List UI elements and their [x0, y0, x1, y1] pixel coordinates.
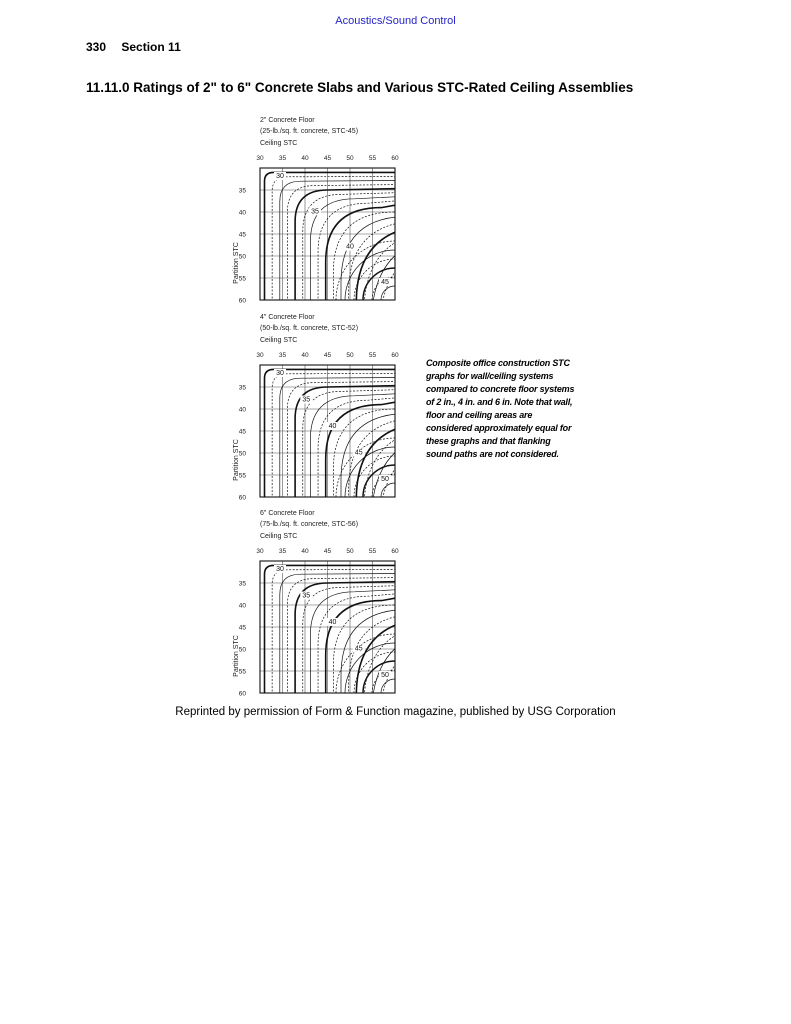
- floor-label: 2" Concrete Floor: [260, 117, 315, 124]
- contour-line: [265, 565, 398, 695]
- y-tick-label: 35: [238, 580, 246, 588]
- y-tick-label: 45: [238, 624, 246, 632]
- y-axis-label: Partition STC: [233, 242, 240, 284]
- floor-spec: (25-lb./sq. ft. concrete, STC-45): [260, 128, 359, 135]
- contour-label: 35: [311, 208, 319, 216]
- running-header: Acoustics/Sound Control: [335, 15, 456, 27]
- stc-charts-svg: [222, 112, 412, 700]
- chart-panel-2: [233, 314, 412, 530]
- contour-line: [272, 373, 397, 499]
- y-axis-label: Partition STC: [233, 439, 240, 481]
- contour-line: [272, 569, 397, 695]
- y-tick-label: 60: [238, 690, 246, 698]
- x-tick-label: 35: [278, 155, 287, 162]
- chart-panel-1: [233, 117, 412, 333]
- section-title: 11.11.0 Ratings of 2" to 6" Concrete Slabs and Various STC-Rated Ceiling Assemblies: [86, 80, 634, 95]
- contour-label: 50: [381, 672, 389, 679]
- y-tick-label: 50: [238, 450, 246, 458]
- x-tick-label: 45: [323, 548, 332, 555]
- y-tick-label: 60: [238, 494, 246, 502]
- y-tick-label: 55: [238, 668, 246, 676]
- plot-area: [260, 168, 412, 333]
- x-axis-label: Ceiling STC: [260, 337, 298, 344]
- contour-label: 30: [276, 566, 284, 573]
- credit-line: Reprinted by permission of Form & Function magazine, published by USG Corporation: [175, 706, 616, 718]
- contour-label: 40: [328, 619, 337, 626]
- section-label: Section 11: [121, 40, 181, 54]
- plot-area: [260, 365, 412, 530]
- contour-label: 30: [276, 173, 284, 180]
- stc-figure: [222, 112, 412, 700]
- y-tick-label: 35: [238, 384, 246, 392]
- x-axis-label: Ceiling STC: [260, 140, 298, 147]
- x-tick-label: 35: [278, 548, 287, 555]
- contour-label: 40: [346, 243, 354, 251]
- contour-arc: [381, 286, 395, 300]
- x-tick-label: 60: [391, 155, 399, 162]
- x-tick-label: 45: [323, 155, 332, 162]
- y-tick-label: 45: [238, 231, 246, 239]
- floor-label: 4" Concrete Floor: [260, 314, 315, 321]
- contour-line: [265, 172, 398, 302]
- contour-arc: [381, 483, 395, 497]
- contour-line: [349, 217, 412, 302]
- x-tick-label: 40: [301, 155, 309, 162]
- x-tick-label: 50: [346, 155, 354, 162]
- y-tick-label: 50: [238, 646, 246, 654]
- side-caption: Composite office construction STC graphs for wall/ceiling systems compared to concrete floor systems of 2 in., 4 in. and 6 in. Note that wall, floor and ceiling areas are considered approximately equal for these graphs and that flanking sound paths are not considered.: [426, 358, 575, 459]
- contour-line: [265, 369, 398, 499]
- x-axis-label: Ceiling STC: [260, 533, 298, 540]
- x-tick-label: 55: [368, 155, 377, 162]
- contour-line: [364, 618, 412, 700]
- y-tick-label: 40: [238, 406, 246, 414]
- x-tick-label: 35: [278, 352, 287, 359]
- x-tick-label: 45: [323, 352, 332, 359]
- x-tick-label: 50: [346, 548, 354, 555]
- contour-label: 40: [328, 423, 337, 430]
- x-tick-label: 60: [391, 548, 399, 555]
- contour-label: 35: [302, 592, 311, 600]
- x-tick-label: 30: [256, 155, 264, 162]
- y-tick-label: 35: [238, 187, 246, 195]
- contour-arc: [381, 679, 395, 693]
- x-tick-label: 55: [368, 548, 377, 555]
- y-tick-label: 40: [238, 602, 246, 610]
- contour-label: 50: [381, 476, 389, 483]
- contour-label: 30: [276, 370, 284, 377]
- x-tick-label: 60: [391, 352, 399, 359]
- contour-label: 45: [354, 645, 363, 653]
- plot-area: [260, 561, 412, 700]
- x-tick-label: 40: [301, 548, 309, 555]
- floor-spec: (50-lb./sq. ft. concrete, STC-52): [260, 325, 359, 332]
- contour-line: [272, 176, 397, 302]
- floor-label: 6" Concrete Floor: [260, 510, 315, 517]
- contour-label: 35: [302, 396, 311, 404]
- contour-label: 45: [354, 449, 363, 457]
- x-tick-label: 55: [368, 352, 377, 359]
- contour-line: [326, 205, 397, 302]
- page-number: 330: [86, 40, 107, 54]
- y-tick-label: 40: [238, 209, 246, 217]
- floor-spec: (75-lb./sq. ft. concrete, STC-56): [260, 521, 359, 528]
- y-tick-label: 45: [238, 428, 246, 436]
- contour-label: 45: [381, 279, 389, 286]
- x-tick-label: 30: [256, 352, 264, 359]
- y-tick-label: 55: [238, 472, 246, 480]
- x-tick-label: 30: [256, 548, 264, 555]
- x-tick-label: 40: [301, 352, 309, 359]
- chart-panel-3: [233, 510, 412, 700]
- page-header: [86, 40, 181, 54]
- y-tick-label: 50: [238, 253, 246, 261]
- y-tick-label: 55: [238, 275, 246, 283]
- y-axis-label: Partition STC: [233, 635, 240, 677]
- x-tick-label: 50: [346, 352, 354, 359]
- y-tick-label: 60: [238, 297, 246, 305]
